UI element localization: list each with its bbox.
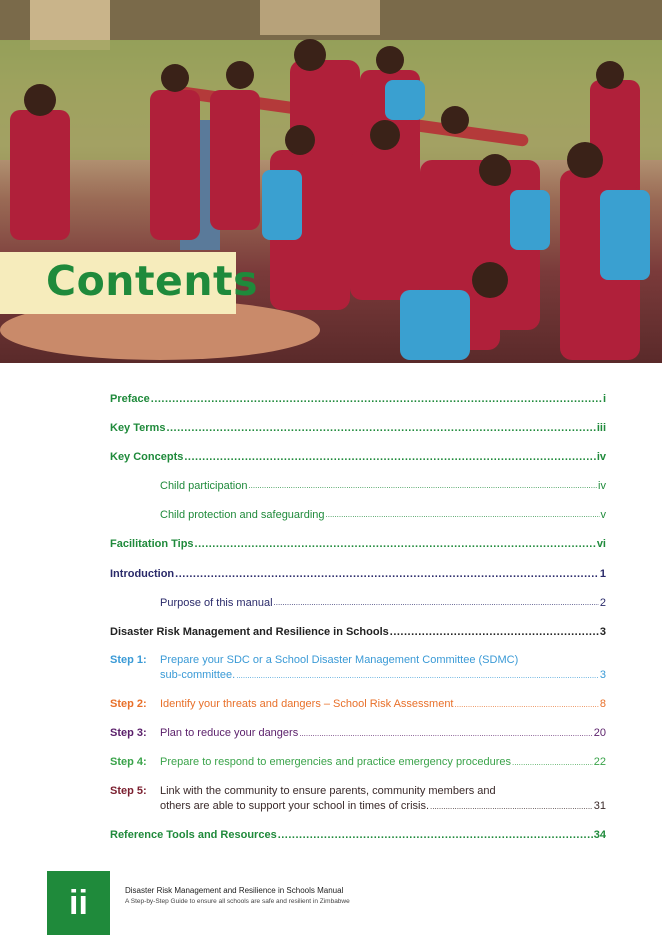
toc-entry-introduction[interactable]: [110, 567, 606, 581]
toc-leader: [430, 799, 593, 814]
toc-leader: [455, 697, 599, 712]
toc-page: vi: [596, 538, 606, 550]
step-text: Plan to reduce your dangers: [160, 727, 299, 739]
toc-entry-step-4[interactable]: [110, 755, 606, 770]
toc-leader: [195, 537, 596, 551]
toc-entry-step-1[interactable]: [110, 653, 606, 683]
toc-entry-purpose[interactable]: [160, 596, 606, 610]
toc-leader: [166, 421, 595, 435]
toc-entry-drm[interactable]: [110, 625, 606, 639]
toc-leader: [278, 828, 593, 842]
toc-page: 34: [593, 829, 606, 841]
toc-label: Key Concepts: [110, 451, 184, 463]
toc-page: i: [602, 393, 606, 405]
step-text-line: [160, 755, 606, 770]
step-number: Step 1:: [110, 654, 147, 666]
toc-label: Disaster Risk Management and Resilience in Schools: [110, 626, 389, 638]
step-number: Step 4:: [110, 756, 147, 768]
step-text-line: [160, 653, 606, 668]
toc-leader: [512, 755, 593, 770]
page-number-badge: ii: [47, 871, 110, 935]
toc-entry-facilitation-tips[interactable]: [110, 537, 606, 551]
toc-leader: [175, 567, 599, 581]
toc-entry-step-2[interactable]: [110, 697, 606, 712]
toc-label: Purpose of this manual: [160, 597, 273, 609]
toc-label: Preface: [110, 393, 150, 405]
toc-label: Child protection and safeguarding: [160, 509, 325, 521]
toc-page: iii: [596, 422, 606, 434]
toc-entry-key-terms[interactable]: [110, 421, 606, 435]
toc-page: 3: [599, 626, 606, 638]
page-title: Contents: [46, 257, 259, 305]
toc-page: 8: [599, 698, 606, 710]
step-text: Identify your threats and dangers – School Risk Assessment: [160, 698, 454, 710]
footer-subtitle: A Step-by-Step Guide to ensure all schools are safe and resilient in Zimbabwe: [125, 898, 350, 905]
toc-leader: [274, 596, 599, 610]
toc-entry-preface[interactable]: [110, 392, 606, 406]
toc-label: Reference Tools and Resources: [110, 829, 277, 841]
toc-label: Child participation: [160, 480, 248, 492]
toc-page: 2: [599, 597, 606, 609]
toc-page: 31: [593, 800, 606, 812]
toc-entry-step-5[interactable]: [110, 784, 606, 814]
toc-label: Facilitation Tips: [110, 538, 194, 550]
step-number: Step 2:: [110, 698, 147, 710]
step-number: Step 3:: [110, 727, 147, 739]
toc-page: 1: [599, 568, 606, 580]
toc-entry-reference[interactable]: [110, 828, 606, 842]
toc-entry-child-participation[interactable]: [160, 479, 606, 493]
step-text: others are able to support your school in times of crisis.: [160, 800, 430, 812]
step-text-line: [160, 784, 606, 799]
toc-leader: [299, 726, 593, 741]
footer-title: Disaster Risk Management and Resilience in Schools Manual: [125, 886, 344, 895]
toc-page: iv: [598, 480, 606, 492]
toc-page: 20: [593, 727, 606, 739]
step-text: Prepare your SDC or a School Disaster Management Committee (SDMC): [160, 654, 519, 666]
toc-label: Introduction: [110, 568, 175, 580]
step-text-line: [160, 726, 606, 741]
toc-page: v: [600, 509, 606, 521]
toc-page: 3: [599, 669, 606, 681]
toc-leader: [184, 450, 595, 464]
toc-leader: [236, 668, 599, 683]
toc-leader: [248, 479, 597, 493]
toc-entry-key-concepts[interactable]: [110, 450, 606, 464]
step-text: Link with the community to ensure parents, community members and: [160, 785, 496, 797]
toc-leader: [390, 625, 599, 639]
toc-page: 22: [593, 756, 606, 768]
step-text: sub-committee.: [160, 669, 236, 681]
step-number: Step 5:: [110, 785, 147, 797]
step-text-line: [160, 799, 606, 814]
toc-page: iv: [596, 451, 606, 463]
toc-label: Key Terms: [110, 422, 166, 434]
step-text: Prepare to respond to emergencies and practice emergency procedures: [160, 756, 511, 768]
toc-leader: [326, 508, 600, 522]
step-text-line: [160, 697, 606, 712]
toc-entry-child-protection[interactable]: [160, 508, 606, 522]
step-text-line: [160, 668, 606, 683]
toc-entry-step-3[interactable]: [110, 726, 606, 741]
toc-leader: [151, 392, 602, 406]
